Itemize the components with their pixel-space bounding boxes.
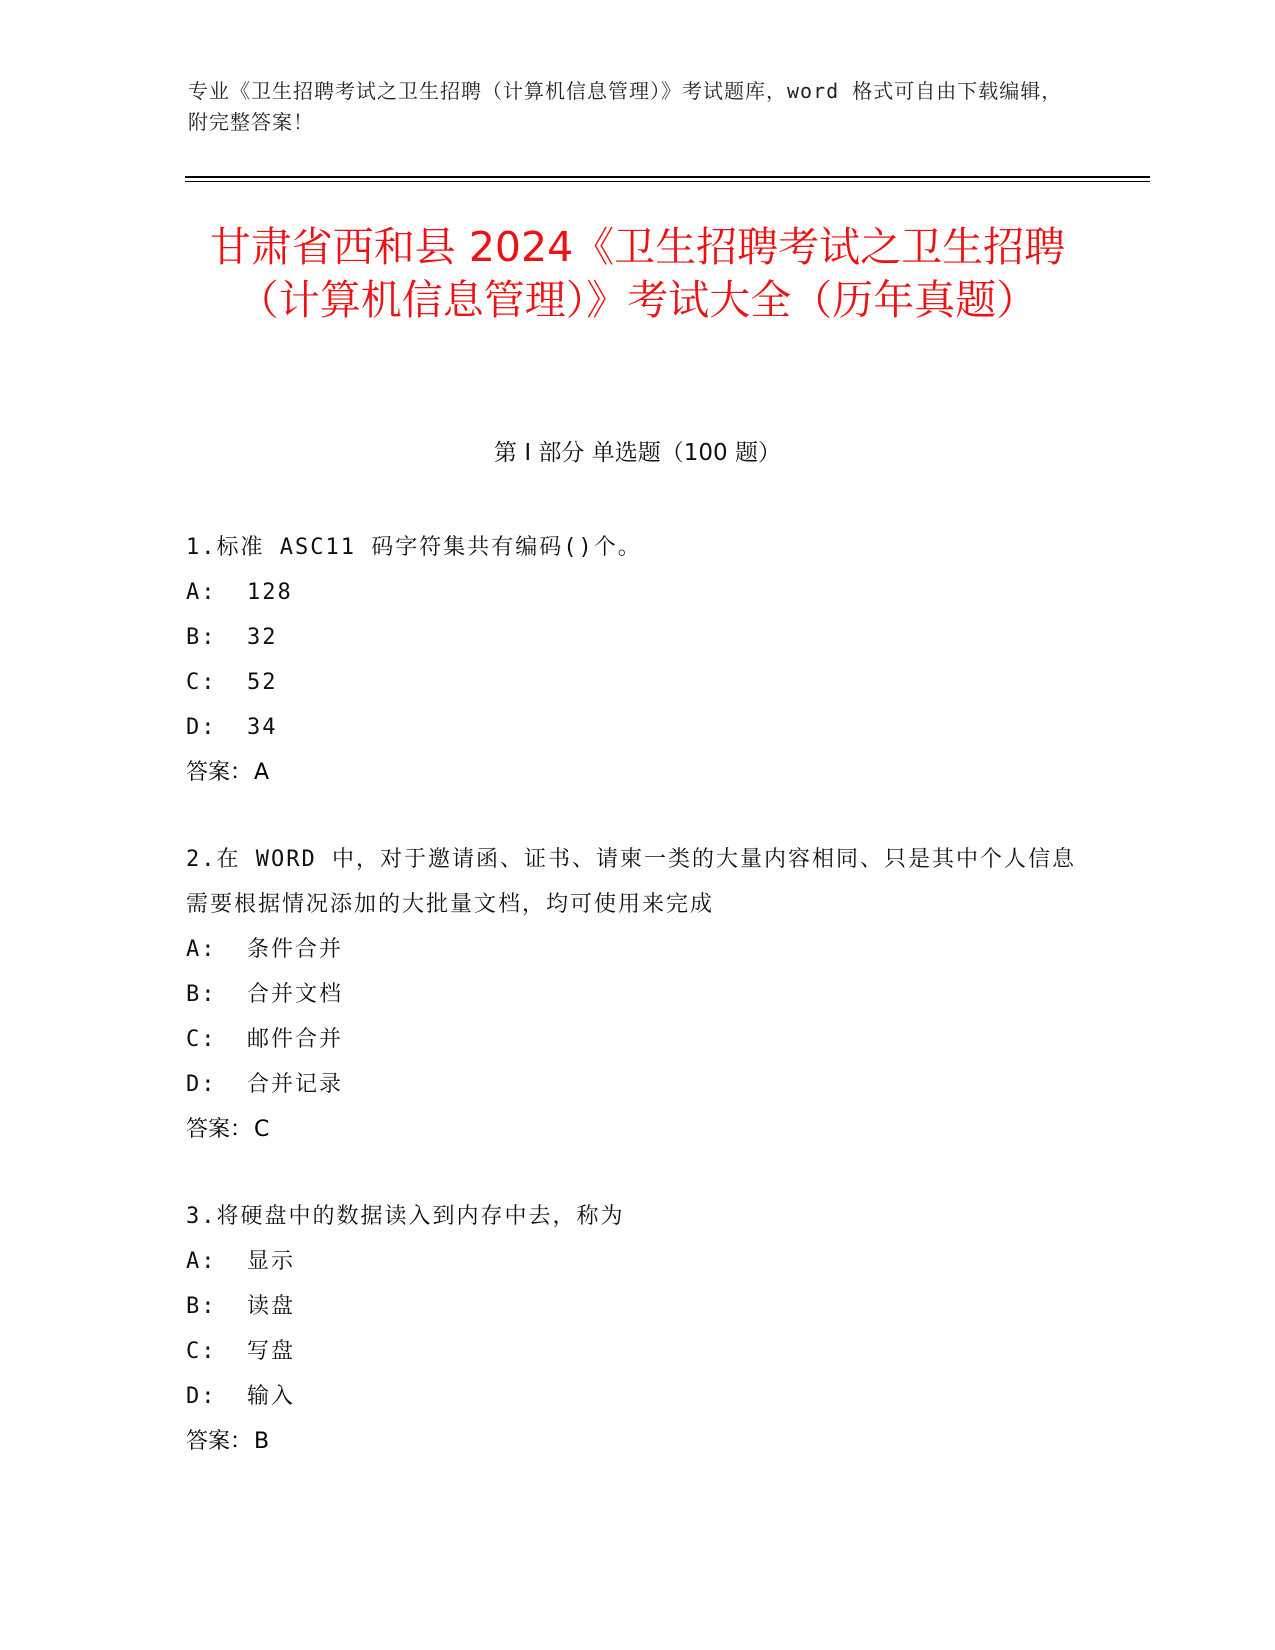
section-title: 第 I 部分 单选题（100 题） [494,440,781,466]
question-3 [186,1194,1086,1464]
question-2 [186,837,1086,1152]
option-c: C: 邮件合并 [186,1027,343,1052]
question-list [186,525,1086,1506]
answer-value: B [254,1429,270,1454]
option-b: B: 合并文档 [186,982,343,1007]
question-stem: 2.在 WORD 中，对于邀请函、证书、请柬一类的大量内容相同、只是其中个人信息需要根据情况添加的大批量文档，均可使用来完成 [186,847,1076,917]
answer-value: C [254,1117,270,1142]
option-b: B: 32 [186,625,278,650]
option-d: D: 34 [186,715,278,740]
option-d: D: 输入 [186,1384,295,1409]
header-rule-thin [185,181,1150,182]
option-a: A: 显示 [186,1249,295,1274]
answer-label: 答案： [186,760,253,785]
document-title: 甘肃省西和县 2024《卫生招聘考试之卫生招聘（计算机信息管理）》考试大全（历年真题） [209,223,1066,324]
question-stem: 1.标准 ASC11 码字符集共有编码()个。 [186,535,642,560]
option-a: A: 128 [186,580,293,605]
header-note: 专业《卫生招聘考试之卫生招聘（计算机信息管理）》考试题库，word 格式可自由下载编辑，附完整答案！ [188,79,1063,134]
option-c: C: 写盘 [186,1339,295,1364]
header-rule-thick [185,176,1150,178]
answer-line [186,750,1086,795]
answer-label: 答案： [186,1429,253,1454]
answer-line [186,1419,1086,1464]
option-b: B: 读盘 [186,1294,295,1319]
option-d: D: 合并记录 [186,1072,343,1097]
question-1 [186,525,1086,795]
question-stem: 3.将硬盘中的数据读入到内存中去，称为 [186,1204,625,1229]
answer-value: A [254,760,270,785]
option-c: C: 52 [186,670,278,695]
answer-label: 答案： [186,1117,253,1142]
answer-line [186,1107,1086,1152]
option-a: A: 条件合并 [186,937,343,962]
